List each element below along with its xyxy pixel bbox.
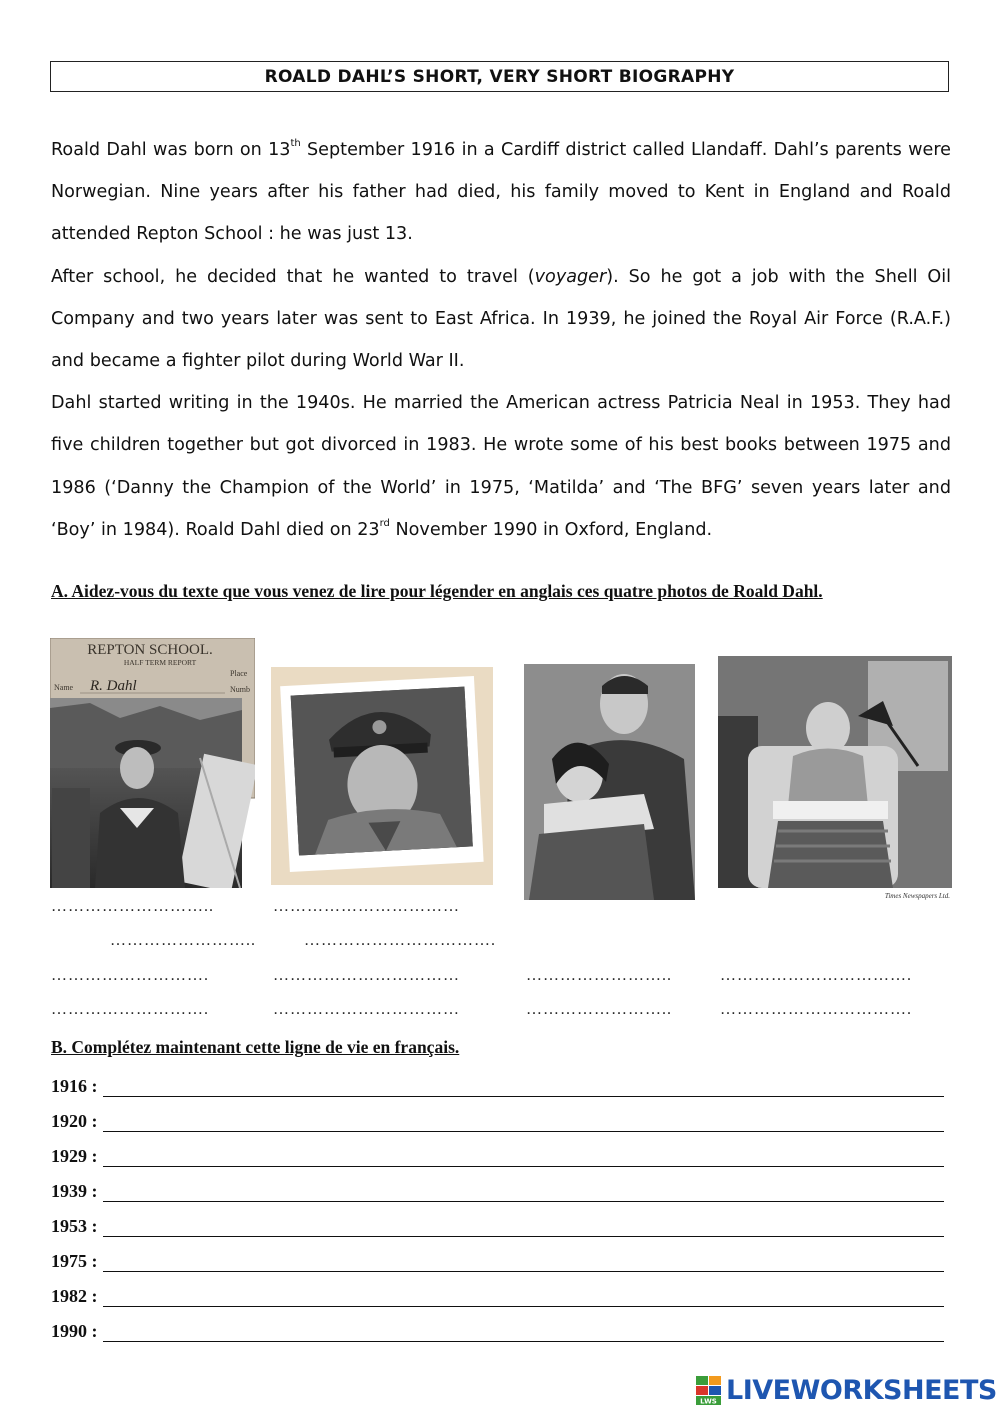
timeline-year: 1916 : (51, 1076, 98, 1096)
bio-text: After school, he decided that he wanted to travel ( (51, 266, 535, 287)
answer-line[interactable]: ………………………. (51, 1001, 209, 1018)
photo-dahl-armchair (718, 656, 953, 901)
answer-line[interactable]: …………………….. (526, 1001, 672, 1018)
answer-line[interactable]: …………………….. (526, 967, 672, 984)
timeline-answer-line[interactable] (103, 1113, 945, 1132)
report-place-label: Place (230, 669, 248, 678)
answer-line[interactable]: …………………………… (273, 967, 460, 984)
page-title (50, 61, 949, 92)
report-number-label: Numb (230, 685, 250, 694)
timeline-year: 1920 : (51, 1111, 98, 1131)
timeline-year: 1990 : (51, 1321, 98, 1341)
timeline-row (51, 1143, 944, 1167)
timeline-answer-line[interactable] (103, 1078, 945, 1097)
answer-line[interactable]: …………………….. (110, 932, 256, 949)
bio-paragraph-2 (51, 256, 951, 383)
bio-text: ). So he got a job with the Shell Oil Company and two years later was sent to East Africa. In 1939, he joined the Royal Air Force (R.A.F.) and became a fighter pilot during World War II. (51, 266, 952, 372)
photo-repton-school (50, 638, 255, 888)
timeline-answer-line[interactable] (103, 1218, 945, 1237)
report-subtitle: HALF TERM REPORT (123, 658, 197, 667)
timeline-answer-line[interactable] (103, 1183, 945, 1202)
timeline-year: 1929 : (51, 1146, 98, 1166)
bio-text: September 1916 in a Cardiff district called Llandaff. Dahl’s parents were Norwegian. Nine years after his father had died, his family moved to Kent in England and Roald attended Repton School : he was just 13. (51, 140, 952, 245)
answer-line[interactable]: …………………………… (273, 898, 460, 915)
answer-line[interactable]: ………………………. (51, 967, 209, 984)
report-name-label: Name (54, 683, 74, 692)
liveworksheets-logo-icon (696, 1376, 722, 1406)
bio-paragraph-1 (51, 129, 951, 256)
biography-text (51, 129, 951, 551)
answer-line[interactable]: ……………………….. (51, 898, 214, 915)
timeline-row (51, 1178, 944, 1202)
timeline-answer-line[interactable] (103, 1288, 945, 1307)
timeline-row (51, 1108, 944, 1132)
timeline-answer-line[interactable] (103, 1148, 945, 1167)
section-a-title: A. Aidez-vous du texte que vous venez de lire pour légender en anglais ces quatre photos de Roald Dahl. (51, 581, 823, 601)
answer-line[interactable]: …………………………… (273, 1001, 460, 1018)
logo-letters: LWS (700, 1397, 717, 1405)
answer-line[interactable]: ……………………………. (304, 932, 496, 949)
timeline-year: 1975 : (51, 1251, 98, 1271)
bio-text: Roald Dahl was born on 13 (51, 140, 291, 160)
timeline-row (51, 1073, 944, 1097)
liveworksheets-brand (696, 1375, 997, 1406)
photo-raf-pilot (271, 667, 493, 885)
bio-superscript: th (290, 138, 301, 149)
bio-italic-word: voyager (534, 266, 607, 287)
timeline-answer-line[interactable] (103, 1253, 945, 1272)
bio-paragraph-3 (51, 382, 951, 551)
page-title-text: ROALD DAHL’S SHORT, VERY SHORT BIOGRAPHY (264, 66, 735, 87)
timeline-row (51, 1213, 944, 1237)
timeline-row (51, 1283, 944, 1307)
answer-line[interactable]: ……………………………. (720, 967, 912, 984)
bio-superscript: rd (379, 517, 390, 529)
report-title: REPTON SCHOOL. (87, 642, 213, 658)
answer-line[interactable]: ……………………………. (720, 1001, 912, 1018)
photo-credit: Times Newspapers Ltd. (884, 892, 950, 900)
bio-text: Dahl started writing in the 1940s. He married the American actress Patricia Neal in 1953. They had five children together but got divorced in 1983. He wrote some of his best books between 1975 and 1986 (‘Danny the Champion of the World’ in 1975, ‘Matilda’ and ‘The BFG’ seven years later and ‘Boy’ in 1984). Roald Dahl died on 23 (51, 393, 951, 540)
timeline-row (51, 1318, 944, 1342)
section-b-title: B. Complétez maintenant cette ligne de vie en français. (51, 1037, 460, 1057)
bio-text: November 1990 in Oxford, England. (389, 519, 713, 540)
timeline-row (51, 1248, 944, 1272)
brand-text: LIVEWORKSHEETS (726, 1375, 997, 1406)
timeline-year: 1939 : (51, 1181, 98, 1201)
timeline-year: 1982 : (51, 1286, 98, 1306)
timeline-answer-line[interactable] (103, 1323, 945, 1342)
photo-dahl-and-patricia-neal (524, 664, 695, 900)
report-name: R. Dahl (90, 678, 137, 694)
timeline-year: 1953 : (51, 1216, 98, 1236)
